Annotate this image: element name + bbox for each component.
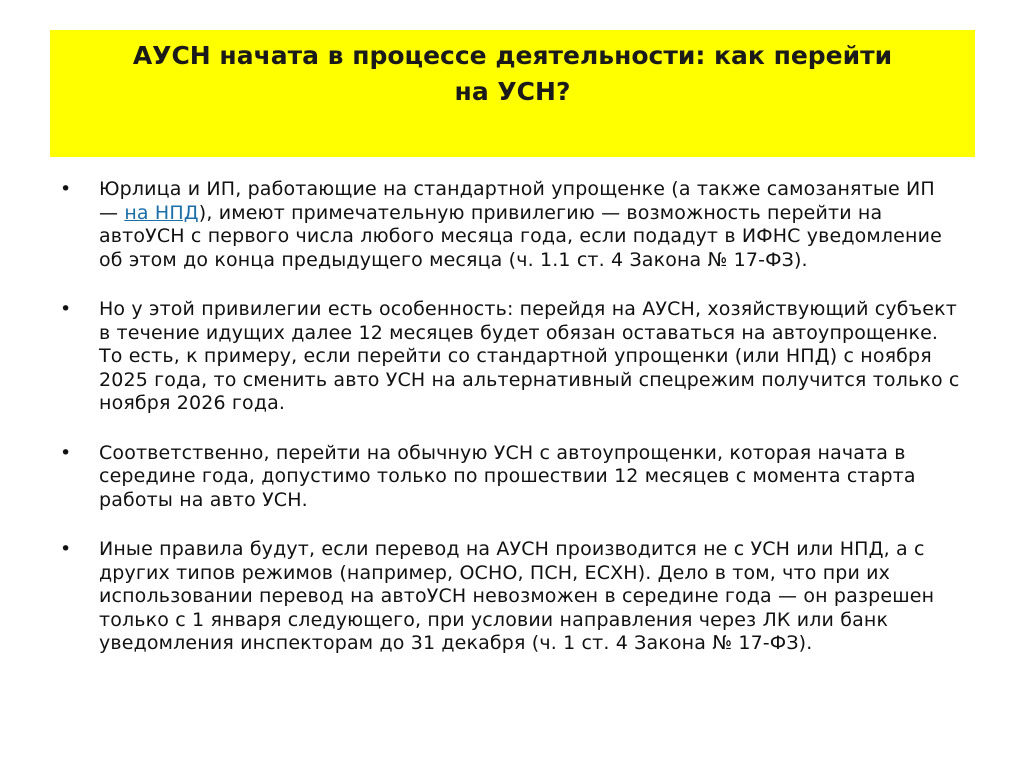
bullet-text-3: Соответственно, перейти на обычную УСН с автоупрощенки, которая начата в середине года, допустимо только по прошествии 12 месяцев с момента старта работы на авто УСН.: [99, 441, 916, 511]
bullet-item-4: [60, 538, 960, 656]
bullet-marker: •: [60, 538, 72, 560]
bullet-list: [60, 178, 960, 682]
npd-link[interactable]: на НПД: [124, 201, 199, 224]
bullet-item-2: [60, 298, 960, 416]
bullet-item-1: [60, 178, 960, 272]
slide-title: [103, 38, 923, 110]
bullet-marker: •: [60, 441, 72, 464]
bullet-text-4: Иные правила будут, если перевод на АУСН производится не с УСН или НПД, а с других типов режимов (например, ОСНО, ПСН, ЕСХН). Дело в том, что при их использовании перевод на автоУСН невозможен в середине года — он разрешен только с 1 января следующего, при условии направления через ЛК или банк уведомления инспекторам до 31 декабря (ч. 1 ст. 4 Закона № 17-ФЗ).: [99, 538, 935, 654]
bullet-item-3: [60, 442, 960, 513]
bullet-text-1-part-b: ), имеют примечательную привилегию — возможность перейти на автоУСН с первого числа любого месяца года, если подадут в ИФНС уведомление об этом до конца предыдущего месяца (ч. 1.1 ст. 4 Закона № 17-ФЗ).: [99, 201, 942, 271]
slide-title-line-1: АУСН начата в процессе деятельности: как перейти: [132, 41, 893, 70]
slide-title-banner: [50, 30, 975, 157]
bullet-text-1: [99, 178, 960, 272]
bullet-text-2: Но у этой привилегии есть особенность: перейдя на АУСН, хозяйствующий субъект в течение идущих далее 12 месяцев будет обязан оставаться на автоупрощенке. То есть, к примеру, если перейти со стандартной упрощенки (или НПД) с ноября 2025 года, то сменить авто УСН на альтернативный спецрежим получится только с ноября 2026 года.: [99, 298, 960, 414]
slide-title-line-2: на УСН?: [454, 77, 571, 106]
bullet-text-1-part-a: Юрлица и ИП, работающие на стандартной упрощенке (а также самозанятые ИП —: [99, 178, 935, 224]
bullet-marker: •: [60, 178, 72, 200]
bullet-marker: •: [60, 298, 72, 320]
